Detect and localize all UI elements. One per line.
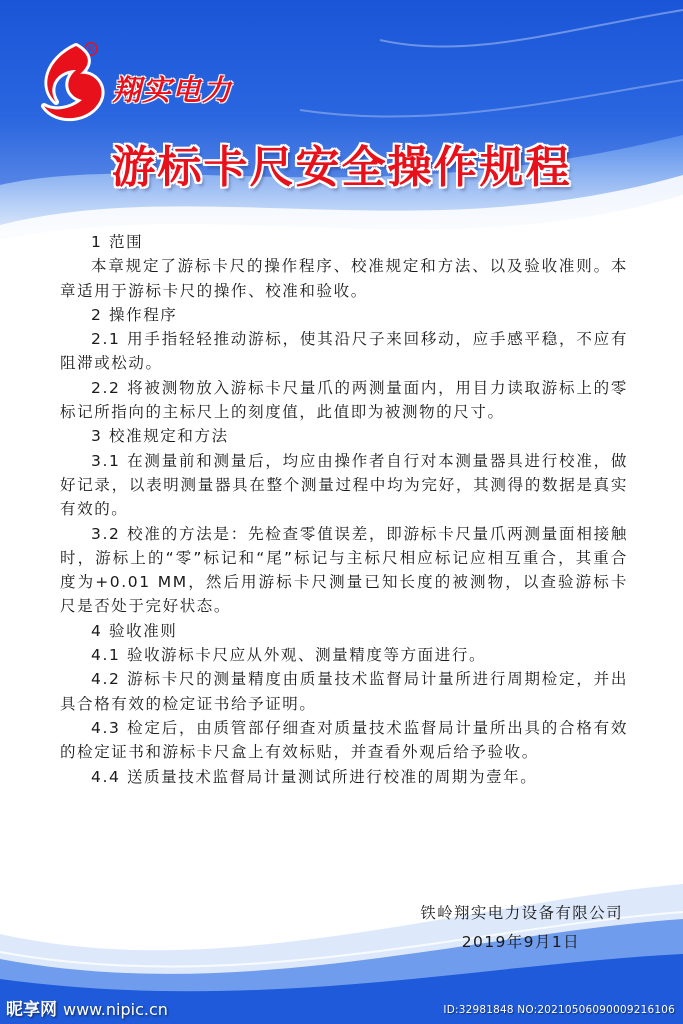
paragraph: 1 范围	[91, 233, 144, 251]
footer-date: 2019年9月1日	[461, 933, 580, 951]
flame-logo-icon	[36, 40, 106, 126]
watermark-image-id: ID:32981848 NO:20210506090009216106	[443, 1004, 675, 1016]
paragraph: 本章规定了游标卡尺的操作程序、校准规定和方法、以及验收准则。本章适用于游标卡尺的操作、校准和验收。	[60, 257, 628, 300]
paragraph: 4.2 游标卡尺的测量精度由质量技术监督局计量所进行周期检定，并出具合格有效的检定证书给予证明。	[60, 670, 628, 713]
paragraph: 3.1 在测量前和测量后，均应由操作者自行对本测量器具进行校准，做好记录，以表明测量器具在整个测量过程中均为完好，其测得的数据是真实有效的。	[60, 451, 628, 519]
paragraph: 4.3 检定后，由质管部仔细查对质量技术监督局计量所出具的合格有效的检定证书和游标卡尺盒上有效标贴，并查看外观后给予验收。	[60, 718, 628, 762]
paragraph: 2.2 将被测物放入游标卡尺量爪的两测量面内，用目力读取游标上的零标记所指向的主标尺上的刻度值，此值即为被测物的尺寸。	[60, 378, 628, 422]
paragraph: 4.1 验收游标卡尺应从外观、测量精度等方面进行。	[91, 646, 487, 665]
paragraph: 2 操作程序	[91, 305, 178, 324]
paragraph: 3 校准规定和方法	[91, 427, 229, 446]
paragraph: 3.2 校准的方法是：先检查零值误差，即游标卡尺量爪两测量面相接触时，游标上的“零”标记和“尾”标记与主标尺相应标记应相互重合，其重合度为+0.01 MM，然后用游标卡尺测量已知长度的被测物，以查验游标卡尺是否处于完好状态。	[60, 524, 628, 616]
watermark-site-url: www.nipic.cn	[63, 1000, 168, 1019]
brand-name: 翔实电力	[112, 73, 233, 107]
paragraph: 2.1 用手指轻轻推动游标，使其沿尺子来回移动，应手感平稳，不应有阻滞或松动。	[60, 330, 628, 373]
watermark-site	[6, 995, 168, 1020]
watermark-site-name: 昵享网	[6, 1000, 57, 1020]
footer-company: 铁岭翔实电力设备有限公司	[420, 904, 623, 922]
document-body	[60, 230, 628, 789]
paragraph: 4.4 送质量技术监督局计量测试所进行校准的周期为壹年。	[91, 767, 538, 786]
page-title: 游标卡尺安全操作规程	[111, 142, 572, 193]
paragraph: 4 验收准则	[91, 621, 178, 640]
svg-text:R: R	[88, 45, 94, 54]
